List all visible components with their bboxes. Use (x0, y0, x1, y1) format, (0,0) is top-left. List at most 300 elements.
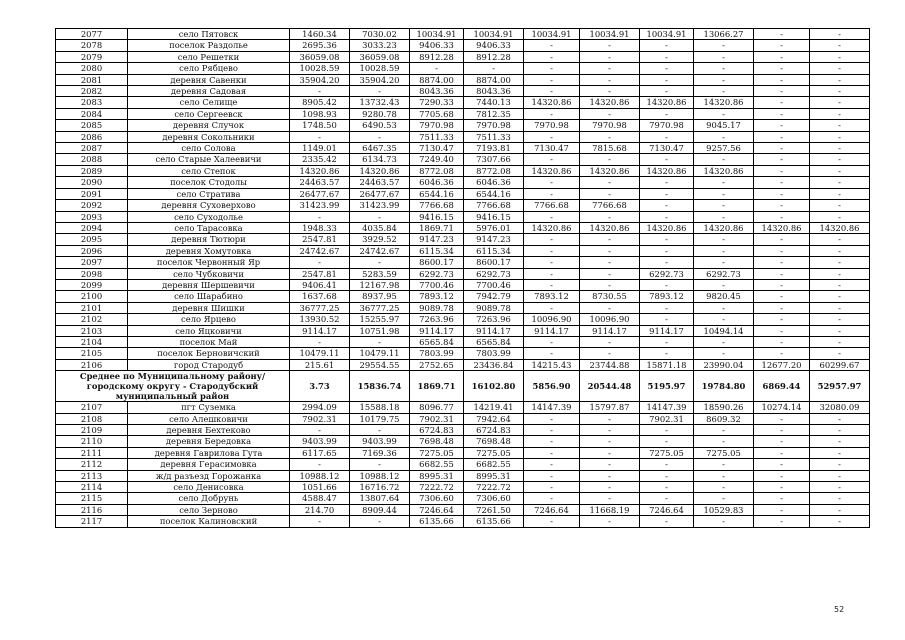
value-cell: - (350, 257, 410, 268)
value-cell: - (350, 459, 410, 470)
value-cell: 7698.48 (410, 436, 464, 447)
value-cell: 14147.39 (524, 402, 580, 413)
value-cell: - (694, 279, 754, 290)
row-number-cell: 2085 (56, 120, 128, 131)
value-cell: 9045.17 (694, 120, 754, 131)
row-number-cell: 2089 (56, 165, 128, 176)
value-cell: - (580, 459, 640, 470)
value-cell: 10096.90 (524, 314, 580, 325)
value-cell: 7290.33 (410, 97, 464, 108)
value-cell: - (524, 336, 580, 347)
value-cell: 7130.47 (410, 143, 464, 154)
row-number-cell: 2090 (56, 177, 128, 188)
row-number-cell: 2107 (56, 402, 128, 413)
value-cell: 7306.60 (464, 493, 524, 504)
value-cell: - (524, 234, 580, 245)
table-row (56, 371, 870, 402)
value-cell: 7249.40 (410, 154, 464, 165)
value-cell: - (810, 120, 870, 131)
value-cell: - (754, 74, 810, 85)
value-cell: 32080.09 (810, 402, 870, 413)
value-cell: 6490.53 (350, 120, 410, 131)
value-cell: - (580, 234, 640, 245)
value-cell: - (524, 459, 580, 470)
value-cell: 8874.00 (410, 74, 464, 85)
value-cell: 4035.84 (350, 222, 410, 233)
value-cell: 7970.98 (524, 120, 580, 131)
settlement-name-cell: село Решетки (128, 51, 290, 62)
value-cell: 9257.56 (694, 143, 754, 154)
value-cell: 14320.86 (524, 97, 580, 108)
row-number-cell: 2094 (56, 222, 128, 233)
average-value-cell: 52957.97 (810, 371, 870, 402)
value-cell: 9114.17 (410, 325, 464, 336)
value-cell: - (290, 211, 350, 222)
value-cell: - (580, 348, 640, 359)
value-cell: 8909.44 (350, 504, 410, 515)
value-cell: 7803.99 (410, 348, 464, 359)
value-cell: 1748.50 (290, 120, 350, 131)
table-row (56, 120, 870, 131)
value-cell: - (694, 177, 754, 188)
value-cell: - (580, 86, 640, 97)
value-cell: - (754, 51, 810, 62)
value-cell: - (694, 516, 754, 527)
row-number-cell: 2079 (56, 51, 128, 62)
value-cell: - (524, 302, 580, 313)
value-cell: - (754, 493, 810, 504)
value-cell: 6046.36 (464, 177, 524, 188)
value-cell: 7263.96 (464, 314, 524, 325)
value-cell: - (754, 29, 810, 40)
value-cell: 1637.68 (290, 291, 350, 302)
value-cell: 7803.99 (464, 348, 524, 359)
value-cell: 7700.46 (410, 279, 464, 290)
value-cell: - (524, 51, 580, 62)
value-cell: 14320.86 (524, 222, 580, 233)
value-cell: - (580, 154, 640, 165)
row-number-cell: 2109 (56, 425, 128, 436)
value-cell: - (640, 470, 694, 481)
settlement-name-cell: деревня Сокольники (128, 131, 290, 142)
table-row (56, 504, 870, 515)
value-cell: - (810, 268, 870, 279)
value-cell: - (810, 291, 870, 302)
settlement-name-cell: деревня Бередовка (128, 436, 290, 447)
value-cell: - (810, 177, 870, 188)
value-cell: 7766.68 (580, 200, 640, 211)
value-cell: 8730.55 (580, 291, 640, 302)
value-cell: 10034.91 (640, 29, 694, 40)
value-cell: - (694, 336, 754, 347)
value-cell: 6292.73 (410, 268, 464, 279)
row-number-cell: 2077 (56, 29, 128, 40)
table-row (56, 108, 870, 119)
value-cell: - (694, 425, 754, 436)
value-cell: - (694, 200, 754, 211)
row-number-cell: 2111 (56, 447, 128, 458)
value-cell: 29554.55 (350, 359, 410, 370)
value-cell: - (524, 447, 580, 458)
settlement-name-cell: село Стратива (128, 188, 290, 199)
value-cell: - (640, 279, 694, 290)
value-cell: - (350, 425, 410, 436)
settlement-name-cell: село Степок (128, 165, 290, 176)
value-cell: 215.61 (290, 359, 350, 370)
value-cell: - (754, 470, 810, 481)
value-cell: 35904.20 (350, 74, 410, 85)
value-cell: - (640, 131, 694, 142)
settlement-name-cell: село Яцковичи (128, 325, 290, 336)
value-cell: - (694, 108, 754, 119)
value-cell: - (524, 245, 580, 256)
value-cell: 7511.33 (464, 131, 524, 142)
settlement-name-cell: поселок Калиновский (128, 516, 290, 527)
value-cell: 10096.90 (580, 314, 640, 325)
row-number-cell: 2095 (56, 234, 128, 245)
value-cell: 10274.14 (754, 402, 810, 413)
value-cell: - (580, 268, 640, 279)
table-row (56, 482, 870, 493)
average-label-cell: Среднее по Муниципальному району/городскому округу - Стародубский муниципальный район (56, 371, 290, 402)
value-cell: 14215.43 (524, 359, 580, 370)
value-cell: 7130.47 (640, 143, 694, 154)
value-cell: - (640, 63, 694, 74)
table-row (56, 222, 870, 233)
value-cell: 9114.17 (290, 325, 350, 336)
value-cell: - (580, 447, 640, 458)
value-cell: 14320.86 (694, 97, 754, 108)
table-row (56, 211, 870, 222)
value-cell: 10034.91 (464, 29, 524, 40)
average-value-cell: 1869.71 (410, 371, 464, 402)
row-number-cell: 2086 (56, 131, 128, 142)
value-cell: 36777.25 (290, 302, 350, 313)
value-cell: 26477.67 (290, 188, 350, 199)
average-value-cell: 15836.74 (350, 371, 410, 402)
value-cell: 6135.66 (464, 516, 524, 527)
value-cell: 9147.23 (464, 234, 524, 245)
value-cell: - (810, 470, 870, 481)
value-cell: - (524, 482, 580, 493)
value-cell: 5283.59 (350, 268, 410, 279)
value-cell: 14320.86 (640, 97, 694, 108)
value-cell: - (810, 108, 870, 119)
value-cell: - (580, 74, 640, 85)
value-cell: 7246.64 (524, 504, 580, 515)
row-number-cell: 2105 (56, 348, 128, 359)
value-cell: - (810, 74, 870, 85)
value-cell: 7193.81 (464, 143, 524, 154)
value-cell: - (754, 325, 810, 336)
value-cell: - (694, 348, 754, 359)
value-cell: 14320.86 (290, 165, 350, 176)
value-cell: 36059.08 (290, 51, 350, 62)
settlement-name-cell: село Чубковичи (128, 268, 290, 279)
value-cell: - (580, 131, 640, 142)
average-value-cell: 3.73 (290, 371, 350, 402)
settlement-name-cell: село Сергеевск (128, 108, 290, 119)
value-cell: 15255.97 (350, 314, 410, 325)
value-cell: - (754, 348, 810, 359)
value-cell: - (754, 413, 810, 424)
average-value-cell: 16102.80 (464, 371, 524, 402)
value-cell: 7307.66 (464, 154, 524, 165)
value-cell: - (694, 482, 754, 493)
value-cell: 14320.86 (694, 222, 754, 233)
value-cell: 14320.86 (524, 165, 580, 176)
value-cell: 7261.50 (464, 504, 524, 515)
table-row (56, 131, 870, 142)
table-row (56, 234, 870, 245)
value-cell: 14320.86 (580, 97, 640, 108)
tariff-table (55, 28, 870, 528)
value-cell: 6292.73 (694, 268, 754, 279)
row-number-cell: 2093 (56, 211, 128, 222)
value-cell: 10028.59 (350, 63, 410, 74)
value-cell: 14320.86 (754, 222, 810, 233)
value-cell: - (410, 63, 464, 74)
settlement-name-cell: пгт Суземка (128, 402, 290, 413)
row-number-cell: 2100 (56, 291, 128, 302)
value-cell: - (640, 177, 694, 188)
value-cell: - (810, 314, 870, 325)
value-cell: - (464, 63, 524, 74)
row-number-cell: 2092 (56, 200, 128, 211)
table-row (56, 188, 870, 199)
value-cell: - (640, 436, 694, 447)
value-cell: 6682.55 (410, 459, 464, 470)
value-cell: 9416.15 (464, 211, 524, 222)
value-cell: - (754, 257, 810, 268)
value-cell: 7970.98 (640, 120, 694, 131)
value-cell: - (754, 120, 810, 131)
value-cell: - (754, 40, 810, 51)
value-cell: 2994.09 (290, 402, 350, 413)
value-cell: - (810, 165, 870, 176)
value-cell: - (694, 131, 754, 142)
value-cell: - (694, 40, 754, 51)
value-cell: 60299.67 (810, 359, 870, 370)
value-cell: - (754, 436, 810, 447)
value-cell: 1098.93 (290, 108, 350, 119)
value-cell: - (810, 200, 870, 211)
value-cell: - (524, 268, 580, 279)
value-cell: - (810, 97, 870, 108)
row-number-cell: 2083 (56, 97, 128, 108)
value-cell: - (754, 291, 810, 302)
value-cell: 15797.87 (580, 402, 640, 413)
value-cell: - (754, 165, 810, 176)
value-cell: - (694, 314, 754, 325)
value-cell: 7275.05 (640, 447, 694, 458)
value-cell: 31423.99 (350, 200, 410, 211)
table-row (56, 86, 870, 97)
value-cell: - (580, 425, 640, 436)
row-number-cell: 2098 (56, 268, 128, 279)
value-cell: - (580, 211, 640, 222)
value-cell: 8043.36 (410, 86, 464, 97)
row-number-cell: 2113 (56, 470, 128, 481)
row-number-cell: 2096 (56, 245, 128, 256)
value-cell: 9089.78 (410, 302, 464, 313)
value-cell: - (640, 459, 694, 470)
table-row (56, 493, 870, 504)
settlement-name-cell: деревня Шишки (128, 302, 290, 313)
value-cell: - (524, 188, 580, 199)
value-cell: - (694, 302, 754, 313)
value-cell: 9403.99 (290, 436, 350, 447)
value-cell: 6544.16 (464, 188, 524, 199)
table-row (56, 200, 870, 211)
value-cell: - (754, 279, 810, 290)
table-row (56, 325, 870, 336)
value-cell: 9406.33 (410, 40, 464, 51)
value-cell: - (810, 413, 870, 424)
value-cell: - (754, 177, 810, 188)
value-cell: 2547.81 (290, 268, 350, 279)
value-cell: - (580, 470, 640, 481)
value-cell: 6292.73 (464, 268, 524, 279)
value-cell: - (524, 108, 580, 119)
row-number-cell: 2116 (56, 504, 128, 515)
value-cell: - (580, 257, 640, 268)
value-cell: 7942.64 (464, 413, 524, 424)
value-cell: 1149.01 (290, 143, 350, 154)
value-cell: 7275.05 (410, 447, 464, 458)
value-cell: - (810, 279, 870, 290)
value-cell: - (694, 211, 754, 222)
row-number-cell: 2117 (56, 516, 128, 527)
settlement-name-cell: деревня Садовая (128, 86, 290, 97)
value-cell: 10494.14 (694, 325, 754, 336)
value-cell: - (754, 108, 810, 119)
row-number-cell: 2082 (56, 86, 128, 97)
value-cell: 11668.19 (580, 504, 640, 515)
value-cell: - (694, 234, 754, 245)
value-cell: - (580, 188, 640, 199)
value-cell: - (350, 131, 410, 142)
value-cell: - (350, 336, 410, 347)
value-cell: - (754, 200, 810, 211)
value-cell: - (754, 459, 810, 470)
value-cell: 9406.33 (464, 40, 524, 51)
settlement-name-cell: село Селище (128, 97, 290, 108)
table-row (56, 257, 870, 268)
value-cell: - (290, 459, 350, 470)
value-cell: 24463.57 (350, 177, 410, 188)
value-cell: 16716.72 (350, 482, 410, 493)
value-cell: 10034.91 (410, 29, 464, 40)
value-cell: 9114.17 (640, 325, 694, 336)
table-row (56, 459, 870, 470)
table-row (56, 63, 870, 74)
average-value-cell: 6869.44 (754, 371, 810, 402)
settlement-name-cell: поселок Май (128, 336, 290, 347)
value-cell: 7893.12 (410, 291, 464, 302)
value-cell: 10751.98 (350, 325, 410, 336)
value-cell: 5976.01 (464, 222, 524, 233)
value-cell: - (754, 314, 810, 325)
value-cell: 9114.17 (524, 325, 580, 336)
value-cell: 14147.39 (640, 402, 694, 413)
average-value-cell: 5195.97 (640, 371, 694, 402)
value-cell: - (694, 493, 754, 504)
value-cell: 8096.77 (410, 402, 464, 413)
value-cell: 7902.31 (410, 413, 464, 424)
value-cell: - (290, 516, 350, 527)
table-row (56, 425, 870, 436)
value-cell: 8995.31 (464, 470, 524, 481)
settlement-name-cell: село Зерново (128, 504, 290, 515)
settlement-name-cell: село Старые Халеевичи (128, 154, 290, 165)
average-value-cell: 20544.48 (580, 371, 640, 402)
value-cell: - (580, 245, 640, 256)
value-cell: 7766.68 (410, 200, 464, 211)
settlement-name-cell: село Пятовск (128, 29, 290, 40)
value-cell: 7275.05 (694, 447, 754, 458)
table-row (56, 279, 870, 290)
value-cell: - (640, 245, 694, 256)
value-cell: 7893.12 (640, 291, 694, 302)
value-cell: 6682.55 (464, 459, 524, 470)
table-row (56, 470, 870, 481)
value-cell: 2335.42 (290, 154, 350, 165)
value-cell: - (580, 482, 640, 493)
value-cell: 6565.84 (410, 336, 464, 347)
value-cell: 9403.99 (350, 436, 410, 447)
value-cell: 8600.17 (410, 257, 464, 268)
value-cell: 24742.67 (290, 245, 350, 256)
value-cell: 18590.26 (694, 402, 754, 413)
value-cell: 6544.16 (410, 188, 464, 199)
value-cell: - (694, 459, 754, 470)
table-row (56, 143, 870, 154)
table-row (56, 348, 870, 359)
value-cell: - (694, 245, 754, 256)
value-cell: 7970.98 (580, 120, 640, 131)
value-cell: - (810, 336, 870, 347)
value-cell: 14320.86 (580, 165, 640, 176)
value-cell: 6117.65 (290, 447, 350, 458)
table-row (56, 245, 870, 256)
value-cell: - (580, 493, 640, 504)
value-cell: 6115.34 (464, 245, 524, 256)
value-cell: - (524, 40, 580, 51)
value-cell: - (580, 436, 640, 447)
value-cell: - (640, 86, 694, 97)
value-cell: 12167.98 (350, 279, 410, 290)
value-cell: - (640, 336, 694, 347)
row-number-cell: 2081 (56, 74, 128, 85)
row-number-cell: 2114 (56, 482, 128, 493)
value-cell: 1948.33 (290, 222, 350, 233)
value-cell: 6115.34 (410, 245, 464, 256)
table-row (56, 302, 870, 313)
value-cell: - (810, 425, 870, 436)
value-cell: - (350, 516, 410, 527)
row-number-cell: 2102 (56, 314, 128, 325)
value-cell: 14320.86 (640, 222, 694, 233)
settlement-name-cell: село Рябцево (128, 63, 290, 74)
value-cell: - (350, 86, 410, 97)
value-cell: 2695.36 (290, 40, 350, 51)
value-cell: 14320.86 (694, 165, 754, 176)
value-cell: - (810, 40, 870, 51)
row-number-cell: 2101 (56, 302, 128, 313)
value-cell: - (640, 314, 694, 325)
value-cell: 7306.60 (410, 493, 464, 504)
